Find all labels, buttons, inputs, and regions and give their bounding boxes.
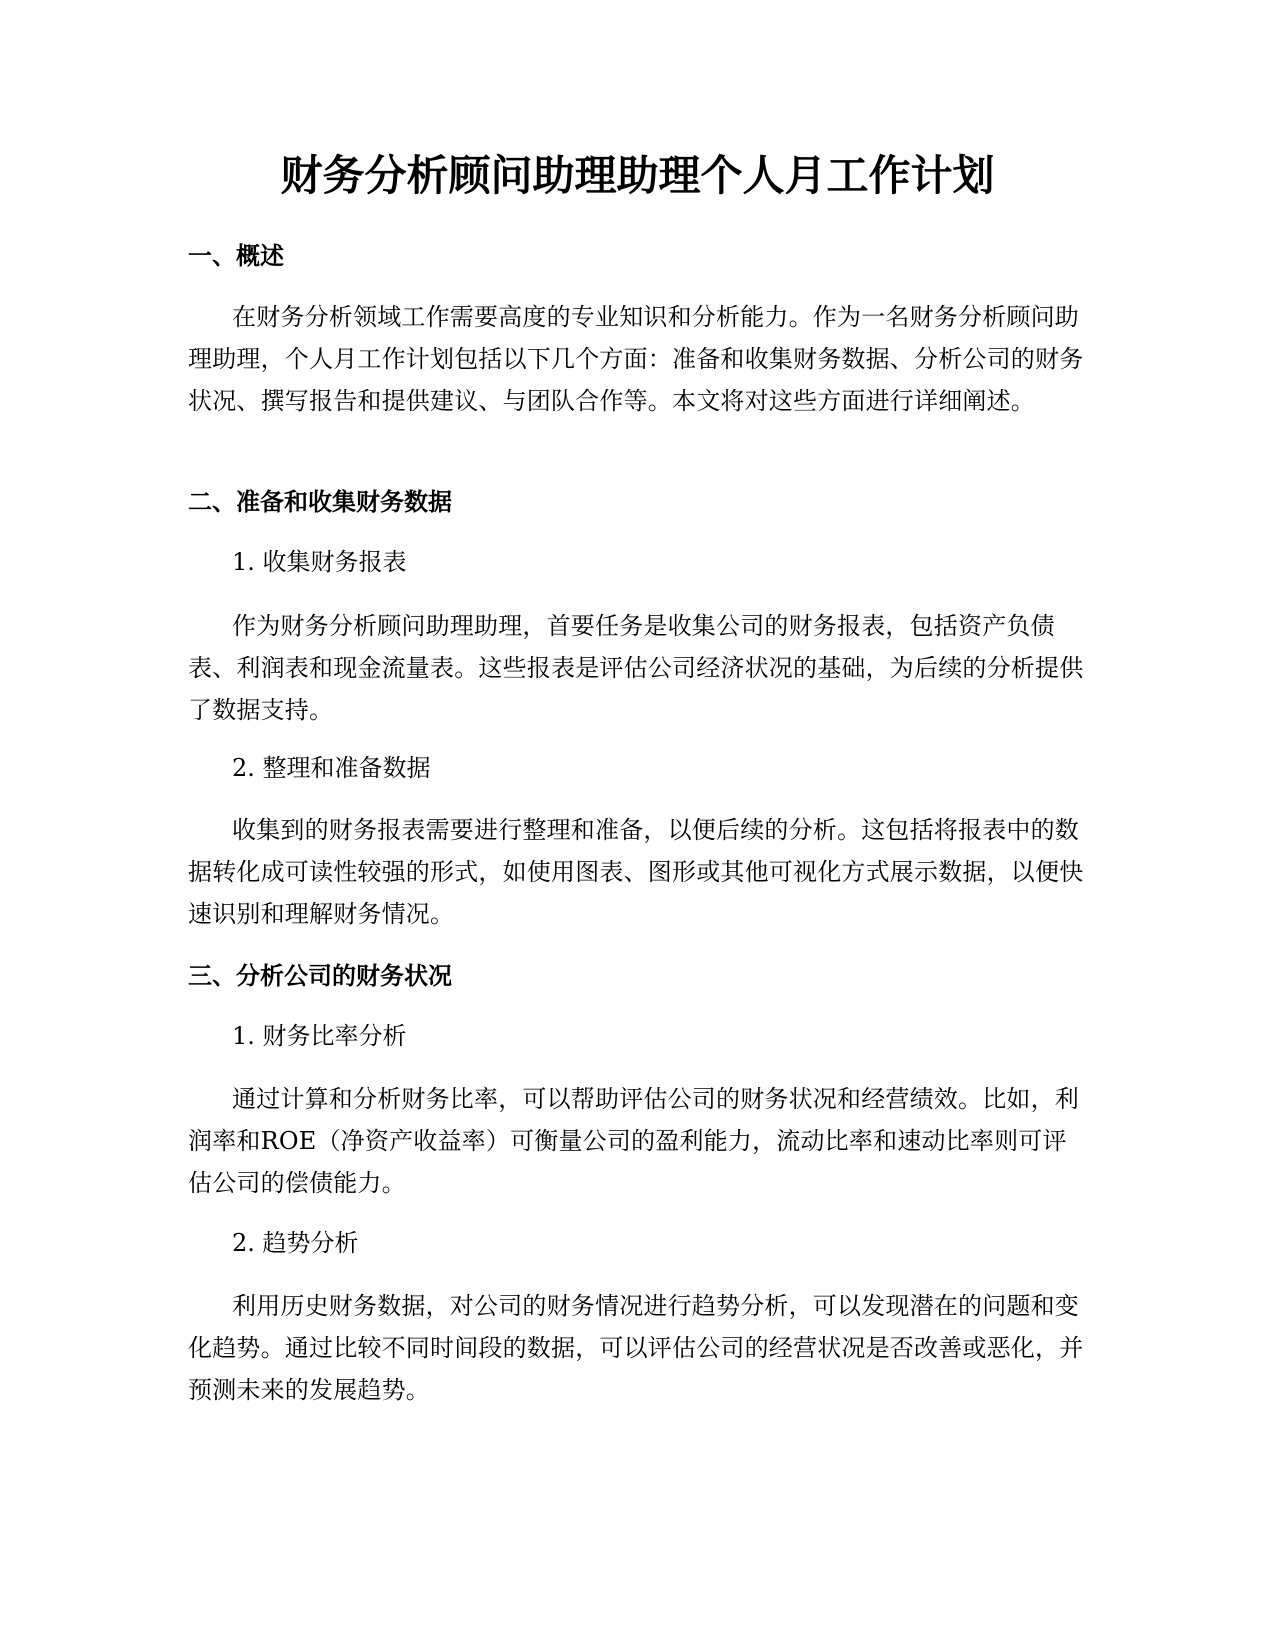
subsection-label-ratio-analysis: 1. 财务比率分析 — [232, 1022, 407, 1050]
document-title: 财务分析顾问助理助理个人月工作计划 — [280, 151, 995, 200]
section-heading-data-collection: 二、准备和收集财务数据 — [188, 488, 452, 516]
subsection-label-trend-analysis: 2. 趋势分析 — [232, 1229, 359, 1257]
section-heading-financial-analysis: 三、分析公司的财务状况 — [188, 962, 452, 990]
subsection-text-trend-analysis: 利用历史财务数据，对公司的财务情况进行趋势分析，可以发现潜在的问题和变化趋势。通过比较不同时间段的数据，可以评估公司的经营状况是否改善或恶化，并预测未来的发展趋势。 — [188, 1292, 1084, 1404]
section-heading-overview: 一、概述 — [188, 242, 284, 270]
overview-paragraph: 在财务分析领域工作需要高度的专业知识和分析能力。作为一名财务分析顾问助理助理，个人月工作计划包括以下几个方面：准备和收集财务数据、分析公司的财务状况、撰写报告和提供建议、与团队合作等。本文将对这些方面进行详细阐述。 — [188, 303, 1084, 415]
subsection-text-organize-data: 收集到的财务报表需要进行整理和准备，以便后续的分析。这包括将报表中的数据转化成可读性较强的形式，如使用图表、图形或其他可视化方式展示数据，以便快速识别和理解财务情况。 — [188, 816, 1084, 928]
subsection-text-ratio-analysis: 通过计算和分析财务比率，可以帮助评估公司的财务状况和经营绩效。比如，利润率和ROE（净资产收益率）可衡量公司的盈利能力，流动比率和速动比率则可评估公司的偿债能力。 — [188, 1085, 1079, 1197]
subsection-text-collect-statements: 作为财务分析顾问助理助理，首要任务是收集公司的财务报表，包括资产负债表、利润表和现金流量表。这些报表是评估公司经济状况的基础，为后续的分析提供了数据支持。 — [188, 612, 1084, 724]
subsection-label-organize-data: 2. 整理和准备数据 — [232, 754, 431, 782]
subsection-label-collect-statements: 1. 收集财务报表 — [232, 548, 407, 576]
